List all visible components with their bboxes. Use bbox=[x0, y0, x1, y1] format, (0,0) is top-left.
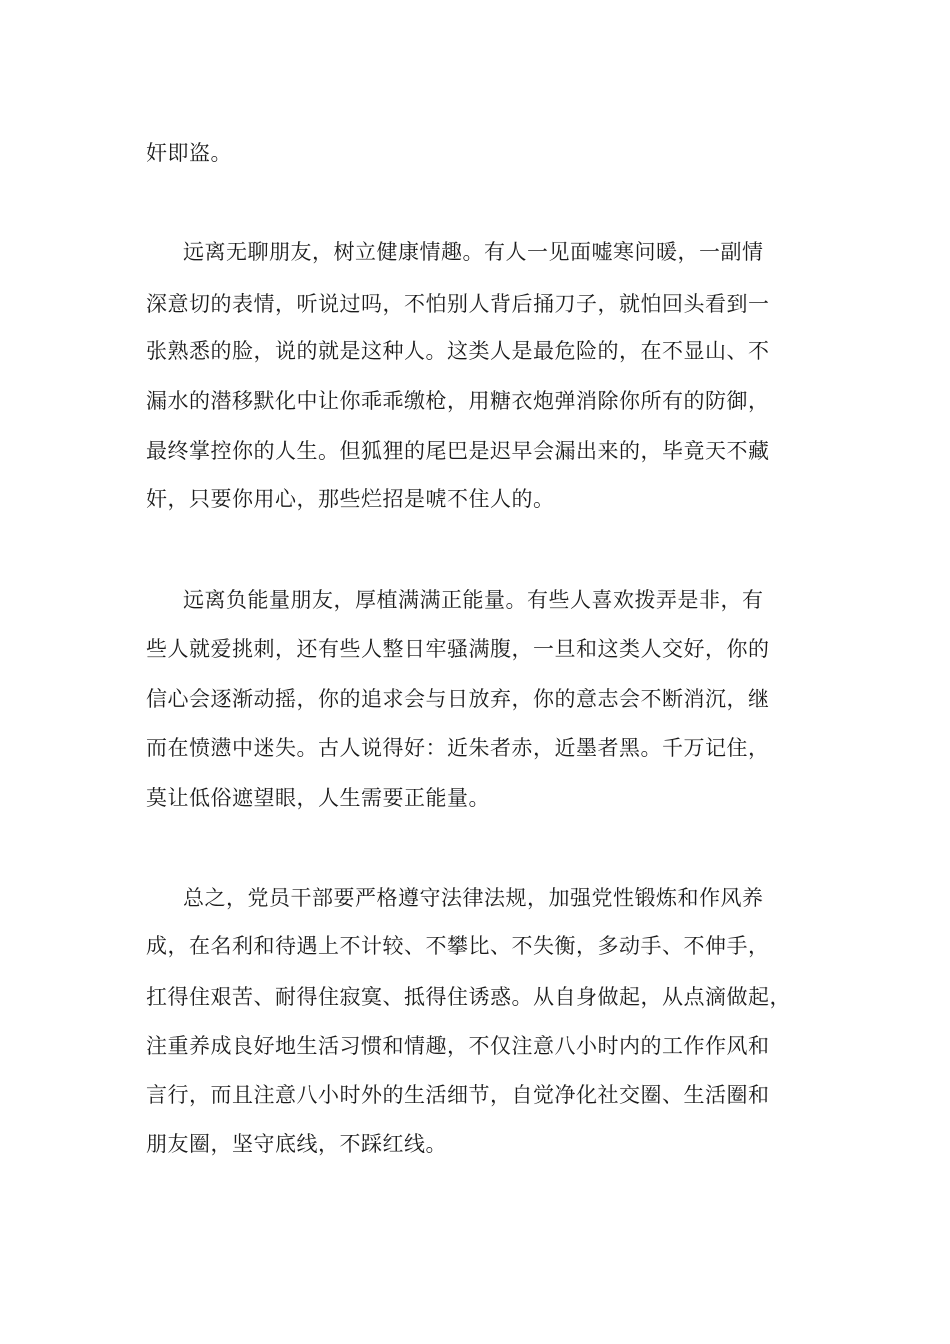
text-line: 张熟悉的脸，说的就是这种人。这类人是最危险的，在不显山、不 bbox=[146, 339, 770, 363]
text-line: 深意切的表情，听说过吗，不怕别人背后捅刀子，就怕回头看到一 bbox=[146, 292, 770, 316]
text-line: 扛得住艰苦、耐得住寂寞、抵得住诱惑。从自身做起，从点滴做起， bbox=[146, 985, 791, 1009]
text-line: 远离无聊朋友，树立健康情趣。有人一见面嘘寒问暖，一副情 bbox=[183, 240, 764, 264]
text-line: 最终掌控你的人生。但狐狸的尾巴是迟早会漏出来的，毕竟天不藏 bbox=[146, 439, 770, 463]
text-line: 漏水的潜移默化中让你乖乖缴枪，用糖衣炮弹消除你所有的防御， bbox=[146, 389, 770, 413]
text-line: 成，在名利和待遇上不计较、不攀比、不失衡，多动手、不伸手， bbox=[146, 934, 770, 958]
text-line: 而在愤懑中迷失。古人说得好：近朱者赤，近墨者黑。千万记住， bbox=[146, 736, 770, 760]
text-line: 信心会逐渐动摇，你的追求会与日放弃，你的意志会不断消沉，继 bbox=[146, 687, 770, 711]
text-line: 莫让低俗遮望眼，人生需要正能量。 bbox=[146, 786, 490, 810]
text-line: 远离负能量朋友，厚植满满正能量。有些人喜欢拨弄是非，有 bbox=[183, 588, 764, 612]
text-line: 注重养成良好地生活习惯和情趣，不仅注意八小时内的工作作风和 bbox=[146, 1034, 770, 1058]
text-line: 奸，只要你用心，那些烂招是唬不住人的。 bbox=[146, 487, 555, 511]
text-line: 朋友圈，坚守底线，不踩红线。 bbox=[146, 1132, 447, 1156]
text-line: 些人就爱挑刺，还有些人整日牢骚满腹，一旦和这类人交好，你的 bbox=[146, 637, 770, 661]
text-line: 奸即盗。 bbox=[146, 141, 232, 165]
text-line: 总之，党员干部要严格遵守法律法规，加强党性锻炼和作风养 bbox=[183, 886, 764, 910]
text-line: 言行，而且注意八小时外的生活细节，自觉净化社交圈、生活圈和 bbox=[146, 1083, 770, 1107]
